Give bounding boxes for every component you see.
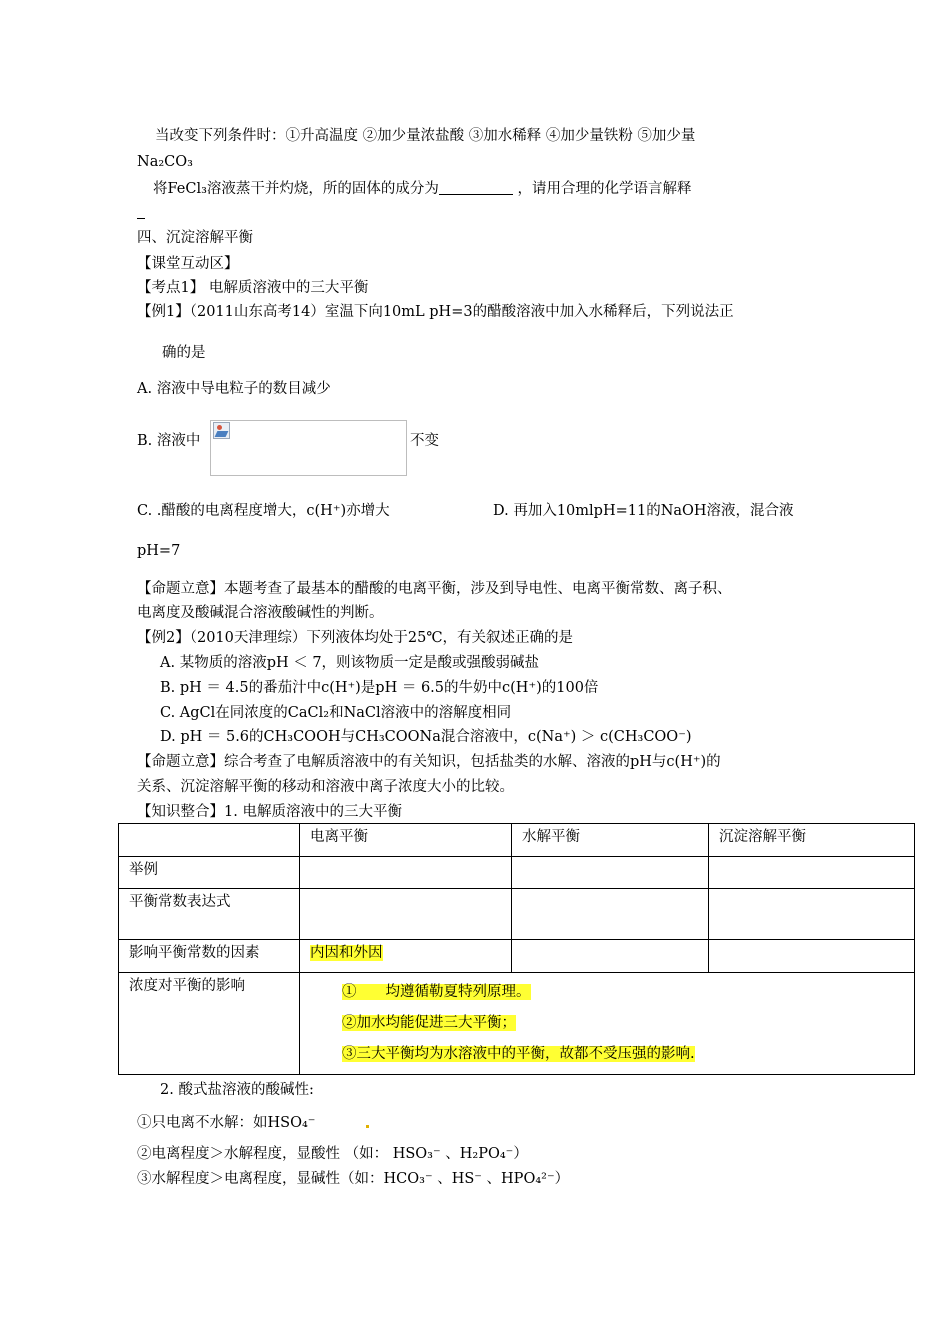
section-title: 四、沉淀溶解平衡 (137, 230, 253, 246)
example2-option-c: C. AgCl在同浓度的CaCl₂和NaCl溶液中的溶解度相同 (160, 705, 512, 721)
broken-image-icon (213, 422, 230, 439)
table-cell (709, 940, 915, 973)
highlighted-answer: 内因和外因 (310, 945, 383, 961)
answer-blank (439, 180, 513, 195)
formula-image-placeholder (210, 420, 407, 476)
example1-stem: 【例1】（2011山东高考14）室温下向10mL pH=3的醋酸溶液中加入水稀释后，下列说法正 (137, 304, 734, 320)
three-equilibria-table (118, 823, 915, 1075)
row-label: 浓度对平衡的影响 (119, 973, 300, 1075)
highlighted-line: ③三大平衡均为水溶液中的平衡，故都不受压强的影响. (342, 1046, 695, 1062)
acid-salt-item-3: ③水解程度＞电离程度，显碱性（如：HCO₃⁻ 、HS⁻ 、HPO₄²⁻） (137, 1171, 570, 1187)
table-header-cell (119, 824, 300, 857)
example1-option-c: C. .醋酸的电离程度增大，c(H⁺)亦增大 (137, 503, 390, 519)
table-header-cell: 沉淀溶解平衡 (709, 824, 915, 857)
classroom-heading: 【课堂互动区】 (137, 256, 239, 272)
highlighted-line: ① 均遵循勒夏特列原理。 (342, 984, 531, 1000)
fecl3-question (153, 180, 692, 198)
fecl3-before: 将FeCl₃溶液蒸干并灼烧，所的固体的成分为 (153, 181, 439, 197)
table-header-row (119, 824, 915, 857)
example1-intent-1: 【命题立意】本题考查了最基本的醋酸的电离平衡，涉及到导电性、电离平衡常数、离子积、 (137, 581, 732, 597)
fecl3-after: ，请用合理的化学语言解释 (512, 181, 692, 197)
table-cell (709, 889, 915, 940)
table-row (119, 973, 915, 1075)
acid-salt-item-2: ②电离程度＞水解程度，显酸性 （如： HSO₃⁻ 、H₂PO₄⁻） (137, 1146, 528, 1162)
acid-salt-title: 2. 酸式盐溶液的酸碱性: (160, 1082, 314, 1098)
table-header-cell: 电离平衡 (300, 824, 512, 857)
example2-option-a: A. 某物质的溶液pH ＜ 7，则该物质一定是酸或强酸弱碱盐 (160, 655, 540, 671)
example1-option-d: D. 再加入10mlpH=11的NaOH溶液，混合液 (493, 503, 794, 519)
table-row (119, 940, 915, 973)
decorative-dot (366, 1125, 369, 1128)
table-row (119, 857, 915, 889)
example1-option-d-cont: pH=7 (137, 543, 181, 559)
row-label: 平衡常数表达式 (119, 889, 300, 940)
merged-cell (300, 973, 915, 1075)
table-cell (300, 940, 512, 973)
table-cell (709, 857, 915, 889)
example2-intent-2: 关系、沉淀溶解平衡的移动和溶液中离子浓度大小的比较。 (137, 779, 514, 795)
highlighted-line: ②加水均能促进三大平衡； (342, 1015, 516, 1031)
short-underline (137, 218, 145, 219)
example1-stem-cont: 确的是 (162, 345, 206, 361)
acid-salt-item-1: ①只电离不水解：如HSO₄⁻ (137, 1115, 316, 1131)
example2-intent-1: 【命题立意】综合考查了电解质溶液中的有关知识，包括盐类的水解、溶液的pH与c(H⁺)的 (137, 754, 721, 770)
row-label: 举例 (119, 857, 300, 889)
table-header-cell: 水解平衡 (512, 824, 709, 857)
concentration-effects (342, 977, 904, 1070)
example2-option-d: D. pH ＝ 5.6的CH₃COOH与CH₃COONa混合溶液中，c(Na⁺) ＞ c(CH₃COO⁻) (160, 729, 692, 745)
example1-option-b-prefix: B. 溶液中 (137, 433, 201, 449)
kaodian-heading: 【考点1】 电解质溶液中的三大平衡 (137, 280, 369, 296)
table-cell (512, 857, 709, 889)
example1-option-b-suffix: 不变 (410, 433, 439, 449)
table-cell (300, 857, 512, 889)
example1-option-a: A. 溶液中导电粒子的数目减少 (137, 381, 331, 397)
table-cell (300, 889, 512, 940)
conditions-line: 当改变下列条件时：①升高温度 ②加少量浓盐酸 ③加水稀释 ④加少量铁粉 ⑤加少量 (155, 128, 696, 144)
table-cell (512, 940, 709, 973)
table-row (119, 889, 915, 940)
example1-intent-2: 电离度及酸碱混合溶液酸碱性的判断。 (137, 605, 384, 621)
example2-option-b: B. pH ＝ 4.5的番茄汁中c(H⁺)是pH ＝ 6.5的牛奶中c(H⁺)的100倍 (160, 680, 599, 696)
example2-stem: 【例2】（2010天津理综）下列液体均处于25℃，有关叙述正确的是 (137, 630, 574, 646)
table-cell (512, 889, 709, 940)
row-label: 影响平衡常数的因素 (119, 940, 300, 973)
knowledge-title: 【知识整合】1. 电解质溶液中的三大平衡 (137, 804, 402, 820)
conditions-continuation: Na₂CO₃ (137, 154, 193, 170)
